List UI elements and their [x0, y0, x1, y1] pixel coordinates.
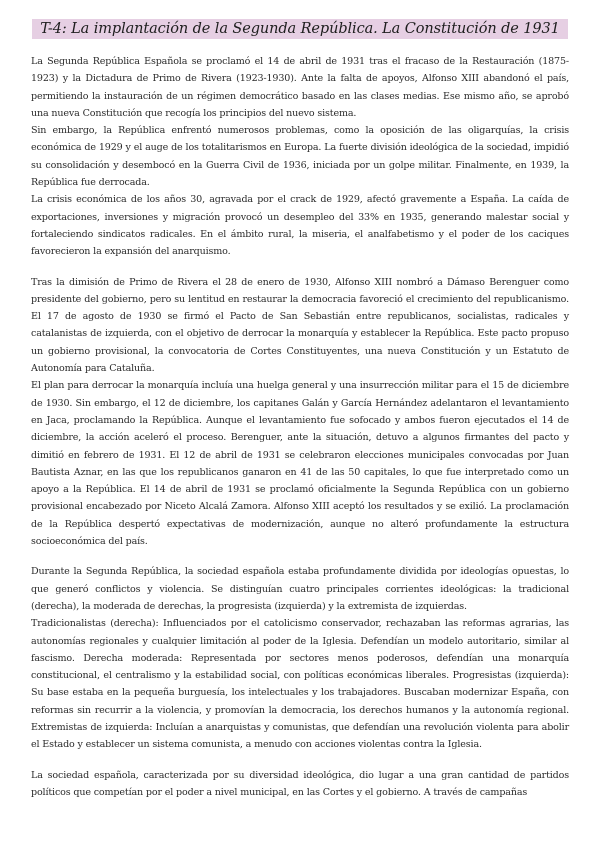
section-introduccion [31, 53, 569, 261]
paragraph: Durante la Segunda República, la sociedad española estaba profundamente dividida por ideologías opuestas, lo que generó conflictos y violencia. Se distinguían cuatro principales corrientes ideológicas: la tradicional (derecha), la moderada de derechas, la progresista (izquierda) y la extremista de izquierdas. [31, 566, 569, 612]
section-ideologias [31, 563, 569, 753]
paragraph: Tradicionalistas (derecha): Influenciados por el catolicismo conservador, rechazaban las reformas agrarias, las autonomías regionales y cualquier limitación al poder de la Iglesia. Defendían un modelo autoritario, similar al fascismo. Derecha moderada: Representada por sectores menos poderosos, defendían una monarquía constitucional, el centralismo y la estabilidad social, con políticas económicas liberales. Progresistas (izquierda): Su base estaba en la pequeña burguesía, los intelectuales y los trabajadores. Buscaban modernizar España, con reformas sin recurrir a la violencia, y promovían la democracia, los derechos humanos y la autonomía regional. Extremistas de izquierda: Incluían a anarquistas y comunistas, que defendían una revolución violenta para abolir el Estado y establecer un sistema comunista, a menudo con acciones violentas contra la Iglesia. [31, 618, 569, 751]
page-title: T-4: La implantación de la Segunda República. La Constitución de 1931 [32, 19, 568, 39]
paragraph: La Segunda República Española se proclamó el 14 de abril de 1931 tras el fracaso de la Restauración (1875-1923) y la Dictadura de Primo de Rivera (1923-1930). Ante la falta de apoyos, Alfonso XIII abandonó el país, permitiendo la instauración de un régimen democrático basado en las clases medias. Ese mismo año, se aprobó una nueva Constitución que recogía los principios del nuevo sistema. [31, 56, 569, 119]
title-wrapper [31, 0, 569, 39]
section-proclamacion [31, 274, 569, 551]
paragraph: El plan para derrocar la monarquía incluía una huelga general y una insurrección militar para el 15 de diciembre de 1930. Sin embargo, el 12 de diciembre, los capitanes Galán y García Hernández adelantaron el levantamiento en Jaca, proclamando la República. Aunque el levantamiento fue sofocado y ambos fueron ejecutados el 14 de diciembre, la acción aceleró el proceso. Berenguer, ante la situación, detuvo a algunos firmantes del pacto y dimitió en febrero de 1931. El 12 de abril de 1931 se celebraron elecciones municipales convocadas por Juan Bautista Aznar, en las que los republicanos ganaron en 41 de las 50 capitales, lo que fue interpretado como un apoyo a la República. El 14 de abril de 1931 se proclamó oficialmente la Segunda República con un gobierno provisional encabezado por Niceto Alcalá Zamora. Alfonso XIII aceptó los resultados y se exilió. La proclamación de la República despertó expectativas de modernización, aunque no alteró profundamente la estructura socioeconómica del país. [31, 380, 569, 548]
section-partidos [31, 767, 569, 802]
paragraph: La crisis económica de los años 30, agravada por el crack de 1929, afectó gravemente a España. La caída de exportaciones, inversiones y migración provocó un desempleo del 33% en 1935, generando malestar social y fortaleciendo sindicatos radicales. En el ámbito rural, la miseria, el analfabetismo y el poder de los caciques favorecieron la expansión del anarquismo. [31, 194, 569, 258]
paragraph: Tras la dimisión de Primo de Rivera el 28 de enero de 1930, Alfonso XIII nombró a Dámaso Berenguer como presidente del gobierno, pero su lentitud en restaurar la democracia favoreció el crecimiento del republicanismo. El 17 de agosto de 1930 se firmó el Pacto de San Sebastián entre republicanos, socialistas, radicales y catalanistas de izquierda, con el objetivo de derrocar la monarquía y establecer la República. Este pacto propuso un gobierno provisional, la convocatoria de Cortes Constituyentes, una nueva Constitución y un Estatuto de Autonomía para Cataluña. [31, 276, 569, 375]
paragraph: Sin embargo, la República enfrentó numerosos problemas, como la oposición de las oligarquías, la crisis económica de 1929 y el auge de los totalitarismos en Europa. La fuerte división ideológica de la sociedad, impidió su consolidación y desembocó en la Guerra Civil de 1936, iniciada por un golpe militar. Finalmente, en 1939, la República fue derrocada. [31, 125, 569, 189]
paragraph: La sociedad española, caracterizada por su diversidad ideológica, dio lugar a una gran cantidad de partidos políticos que competían por el poder a nivel municipal, en las Cortes y el gobierno. A través de campañas [31, 769, 569, 798]
